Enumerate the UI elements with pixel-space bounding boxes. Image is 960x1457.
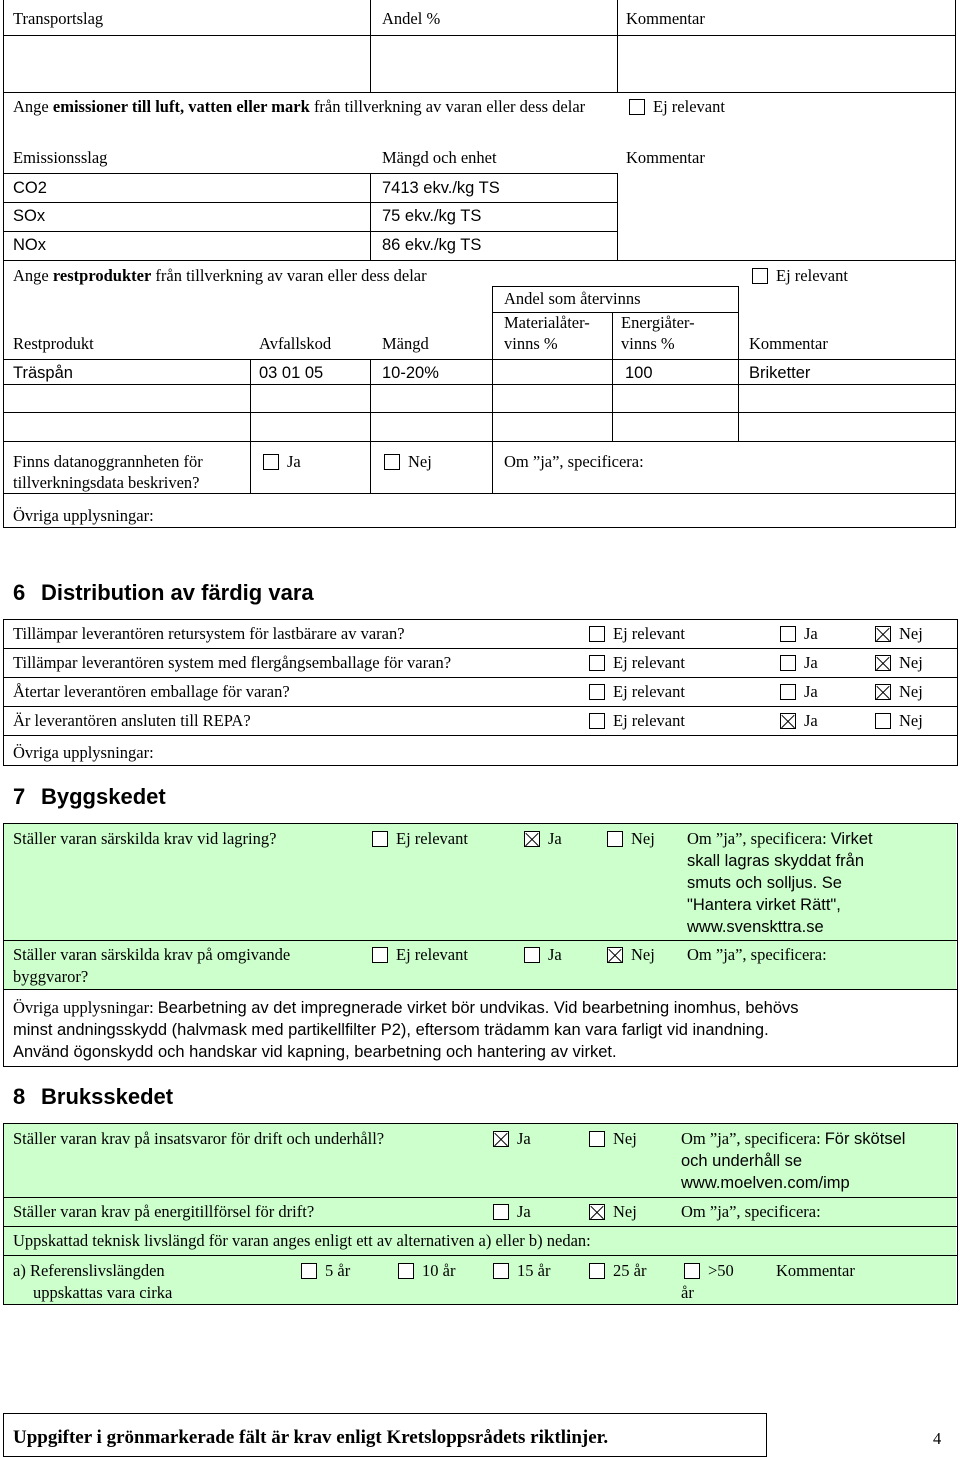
s8-opt-5: 5 år xyxy=(325,1261,351,1280)
accuracy-question-2: tillverkningsdata beskriven? xyxy=(13,473,200,492)
residual-not-relevant-checkbox[interactable] xyxy=(752,268,768,284)
s6-question-3: Återtar leverantören emballage för varan? xyxy=(13,682,290,701)
emissions-col-comment: Kommentar xyxy=(626,148,705,167)
s6-q1-not-relevant: Ej relevant xyxy=(613,624,685,643)
accuracy-no-label: Nej xyxy=(408,452,432,471)
s6-q1-not-relevant-checkbox[interactable] xyxy=(589,626,605,642)
accuracy-no-checkbox[interactable] xyxy=(384,454,400,470)
residual-amount: 10-20% xyxy=(382,364,439,382)
emission-amount-sox: 75 ekv./kg TS xyxy=(382,207,482,225)
s8-comment: Kommentar xyxy=(776,1261,855,1280)
s6-q2-no-checkbox[interactable] xyxy=(875,655,891,671)
s6-q2-yes-checkbox[interactable] xyxy=(780,655,796,671)
s7-question-2b: byggvaror? xyxy=(13,967,89,986)
s8-q1-specify: Om ”ja”, specificera: För skötsel xyxy=(681,1129,906,1148)
s7-q1-answer-4: "Hantera virket Rätt", xyxy=(687,896,841,914)
s8-q1-yes-checkbox[interactable] xyxy=(493,1131,509,1147)
residual-energy-1: Energiåter- xyxy=(621,313,695,332)
residual-code: 03 01 05 xyxy=(259,364,324,382)
s6-q4-yes-checkbox[interactable] xyxy=(780,713,796,729)
s6-q3-not-relevant: Ej relevant xyxy=(613,682,685,701)
emission-type-co2: CO2 xyxy=(13,179,47,197)
page-number: 4 xyxy=(933,1429,942,1448)
s6-q4-not-relevant-checkbox[interactable] xyxy=(589,713,605,729)
s8-question-1: Ställer varan krav på insatsvaror för drift och underhåll? xyxy=(13,1129,385,1148)
s7-q1-specify: Om ”ja”, specificera: Virket xyxy=(687,829,873,848)
residual-col-amount: Mängd xyxy=(382,334,429,353)
s8-q1-no-checkbox[interactable] xyxy=(589,1131,605,1147)
s7-other-line-3: Använd ögonskydd och handskar vid kapning, bearbetning och hantering av virket. xyxy=(13,1043,617,1061)
residual-col-comment: Kommentar xyxy=(749,334,828,353)
section-6-heading: 6 Distribution av färdig vara xyxy=(13,580,314,605)
s8-q1-answer-3: www.moelven.com/imp xyxy=(681,1174,850,1192)
emissions-col-amount: Mängd och enhet xyxy=(382,148,497,167)
s6-q4-no-checkbox[interactable] xyxy=(875,713,891,729)
s6-q1-no: Nej xyxy=(899,624,923,643)
s8-reference-2: uppskattas vara cirka xyxy=(33,1283,173,1302)
accuracy-specify: Om ”ja”, specificera: xyxy=(504,452,644,471)
s6-q4-not-relevant: Ej relevant xyxy=(613,711,685,730)
s7-q1-yes-checkbox[interactable] xyxy=(524,831,540,847)
emission-type-sox: SOx xyxy=(13,207,46,225)
s6-q4-no: Nej xyxy=(899,711,923,730)
s7-question-2a: Ställer varan särskilda krav på omgivande xyxy=(13,945,291,964)
transport-col-type: Transportslag xyxy=(13,9,104,28)
s6-q3-yes-checkbox[interactable] xyxy=(780,684,796,700)
emission-amount-co2: 7413 ekv./kg TS xyxy=(382,179,500,197)
emissions-col-type: Emissionsslag xyxy=(13,148,108,167)
residual-col-code: Avfallskod xyxy=(259,334,332,353)
emission-amount-nox: 86 ekv./kg TS xyxy=(382,236,482,254)
s6-q3-no: Nej xyxy=(899,682,923,701)
emissions-not-relevant-checkbox[interactable] xyxy=(629,99,645,115)
residual-material-1: Materialåter- xyxy=(504,313,590,332)
s6-q4-yes: Ja xyxy=(804,711,818,730)
s7-q2-yes-checkbox[interactable] xyxy=(524,947,540,963)
s8-opt-10-checkbox[interactable] xyxy=(398,1263,414,1279)
residual-energy: 100 xyxy=(625,364,653,382)
s8-opt-50-checkbox[interactable] xyxy=(684,1263,700,1279)
s7-q1-no-checkbox[interactable] xyxy=(607,831,623,847)
s8-q2-no: Nej xyxy=(613,1202,637,1221)
s8-opt-50-unit: år xyxy=(681,1283,694,1302)
s8-q2-no-checkbox[interactable] xyxy=(589,1204,605,1220)
s7-q2-yes: Ja xyxy=(548,945,562,964)
accuracy-question-1: Finns datanoggrannheten för xyxy=(13,452,203,471)
s7-q1-not-relevant: Ej relevant xyxy=(396,829,468,848)
s7-q1-answer-3: smuts och solljus. Se xyxy=(687,874,842,892)
s8-lifetime-intro: Uppskattad teknisk livslängd för varan anges enligt ett av alternativen a) eller b) nedan: xyxy=(13,1231,591,1250)
s6-q3-yes: Ja xyxy=(804,682,818,701)
residual-question: Ange restprodukter från tillverkning av varan eller dess delar xyxy=(13,266,427,285)
s7-q2-no-checkbox[interactable] xyxy=(607,947,623,963)
s7-q2-not-relevant: Ej relevant xyxy=(396,945,468,964)
s8-q2-yes: Ja xyxy=(517,1202,531,1221)
s6-q3-not-relevant-checkbox[interactable] xyxy=(589,684,605,700)
s6-question-4: Är leverantören ansluten till REPA? xyxy=(13,711,251,730)
emissions-question: Ange emissioner till luft, vatten eller mark från tillverkning av varan eller dess delar xyxy=(13,97,586,116)
footer-text: Uppgifter i grönmarkerade fält är krav enligt Kretsloppsrådets riktlinjer. xyxy=(13,1427,609,1448)
residual-share-header: Andel som återvinns xyxy=(504,289,641,308)
s7-other-line-2: minst andningsskydd (halvmask med partikellfilter P2), eftersom trädamm kan vara farligt vid inandning. xyxy=(13,1021,769,1039)
s7-q1-yes: Ja xyxy=(548,829,562,848)
accuracy-yes-label: Ja xyxy=(287,452,301,471)
s8-opt-15-checkbox[interactable] xyxy=(493,1263,509,1279)
s8-opt-10: 10 år xyxy=(422,1261,456,1280)
top-table xyxy=(3,0,956,528)
s7-q2-not-relevant-checkbox[interactable] xyxy=(372,947,388,963)
s8-question-2: Ställer varan krav på energitillförsel för drift? xyxy=(13,1202,315,1221)
s6-question-1: Tillämpar leverantören retursystem för lastbärare av varan? xyxy=(13,624,405,643)
s8-reference-1: a) Referenslivslängden xyxy=(13,1261,165,1280)
residual-energy-2: vinns % xyxy=(621,334,675,353)
residual-comment: Briketter xyxy=(749,364,811,382)
s8-opt-25-checkbox[interactable] xyxy=(589,1263,605,1279)
section-8-heading: 8 Bruksskedet xyxy=(13,1084,174,1109)
s7-q1-no: Nej xyxy=(631,829,655,848)
transport-col-comment: Kommentar xyxy=(626,9,705,28)
s6-q2-not-relevant: Ej relevant xyxy=(613,653,685,672)
s6-q1-no-checkbox[interactable] xyxy=(875,626,891,642)
s8-opt-5-checkbox[interactable] xyxy=(301,1263,317,1279)
s8-opt-15: 15 år xyxy=(517,1261,551,1280)
s8-q2-specify: Om ”ja”, specificera: xyxy=(681,1202,821,1221)
s6-q1-yes: Ja xyxy=(804,624,818,643)
accuracy-yes-checkbox[interactable] xyxy=(263,454,279,470)
s6-q2-not-relevant-checkbox[interactable] xyxy=(589,655,605,671)
s6-q3-no-checkbox[interactable] xyxy=(875,684,891,700)
residual-material-2: vinns % xyxy=(504,334,558,353)
s7-other-info: Övriga upplysningar: Bearbetning av det impregnerade virket bör undvikas. Vid bearbetning inomhus, behövs xyxy=(13,998,799,1017)
s7-q2-specify: Om ”ja”, specificera: xyxy=(687,945,827,964)
s6-q2-no: Nej xyxy=(899,653,923,672)
s7-q2-no: Nej xyxy=(631,945,655,964)
emission-type-nox: NOx xyxy=(13,236,46,254)
s6-question-2: Tillämpar leverantören system med flergångsemballage för varan? xyxy=(13,653,452,672)
s6-q1-yes-checkbox[interactable] xyxy=(780,626,796,642)
section-7-heading: 7 Byggskedet xyxy=(13,784,166,809)
accuracy-other-info: Övriga upplysningar: xyxy=(13,506,154,525)
s8-q1-no: Nej xyxy=(613,1129,637,1148)
s7-q1-not-relevant-checkbox[interactable] xyxy=(372,831,388,847)
s8-q2-yes-checkbox[interactable] xyxy=(493,1204,509,1220)
s8-q1-answer-2: och underhåll se xyxy=(681,1152,803,1170)
s6-q2-yes: Ja xyxy=(804,653,818,672)
s7-question-1: Ställer varan särskilda krav vid lagring? xyxy=(13,829,277,848)
s8-opt-25: 25 år xyxy=(613,1261,647,1280)
s6-other-info: Övriga upplysningar: xyxy=(13,743,154,762)
residual-product: Träspån xyxy=(13,364,73,382)
transport-col-share: Andel % xyxy=(382,9,441,28)
residual-col-product: Restprodukt xyxy=(13,334,94,353)
s7-q1-answer-2: skall lagras skyddat från xyxy=(687,852,864,870)
emissions-not-relevant-label: Ej relevant xyxy=(653,97,725,116)
s7-q1-answer-5: www.svenskttra.se xyxy=(687,918,824,936)
residual-not-relevant-label: Ej relevant xyxy=(776,266,848,285)
s8-q1-yes: Ja xyxy=(517,1129,531,1148)
s8-opt-50: >50 xyxy=(708,1261,734,1280)
